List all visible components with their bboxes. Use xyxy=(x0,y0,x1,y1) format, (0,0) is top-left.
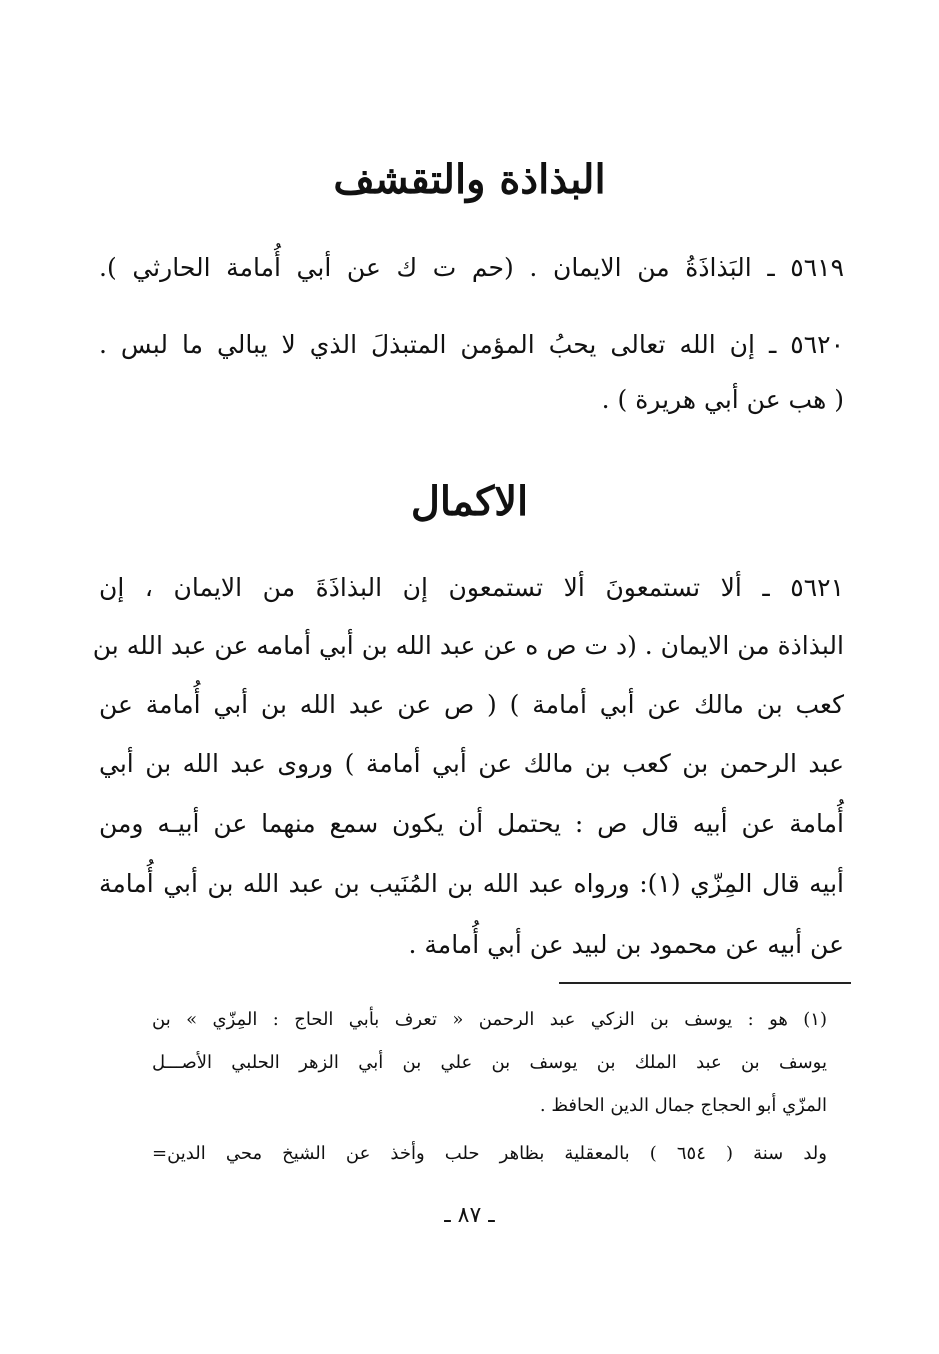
page-number: ـ ٨٧ ـ xyxy=(444,1203,495,1228)
hadith-line-5621-7: عن أبيه عن محمود بن لبيد عن أبي أُمامة . xyxy=(408,930,844,959)
hadith-line-5621-5: أُمامة عن أبيه قال ص : يحتمل أن يكون سمع منهما عن أبيـه ومن xyxy=(99,809,844,838)
hadith-line-5620-source: ( هب عن أبي هريرة ) . xyxy=(601,385,844,414)
hadith-line-5621-6: أبيه قال المِزّي (١): ورواه عبد الله بن المُنَيب بن عبد الله بن أبي أُمامة xyxy=(99,869,844,898)
section-heading-austerity: البذاذة والتقشف xyxy=(333,156,606,203)
footnote-line-4: ولد سنة ( ٦٥٤ ) بالمعقلية بظاهر حلب وأخذ عن الشيخ محي الدين= xyxy=(152,1143,827,1164)
footnote-line-3: المزّي أبو الحجاج جمال الدين الحافظ . xyxy=(539,1095,827,1116)
footnote-line-2: يوسف بن عبد الملك بن يوسف بن علي بن أبي الزهر الحلبي الأصـــل xyxy=(152,1052,827,1073)
footnote-line-1: (١) هو : يوسف بن الزكي عبد الرحمن « تعرف بأبي الحاج : المِزّي » بن xyxy=(152,1009,827,1030)
hadith-line-5619: ٥٦١٩ ـ البَذاذَةُ من الايمان . (حم ت ك عن أبي أُمامة الحارثي ). xyxy=(99,253,844,282)
hadith-line-5621-2: البذاذة من الايمان . (د ت ص ه عن عبد الله بن أبي أمامه عن عبد الله بن xyxy=(92,631,844,660)
section-heading-supplement: الاكمال xyxy=(410,478,529,525)
hadith-line-5621-4: عبد الرحمن بن كعب بن مالك عن أبي أمامة ) وروى عبد الله بن أبي xyxy=(99,749,844,778)
hadith-line-5620: ٥٦٢٠ ـ إن الله تعالى يحبُ المؤمن المتبذلَ الذي لا يبالي ما لبس . xyxy=(99,330,844,359)
footnote-divider xyxy=(559,982,851,984)
hadith-line-5621-1: ٥٦٢١ ـ ألا تستمعونَ ألا تستمعون إن البذاذَةَ من الايمان ، إن xyxy=(99,573,844,602)
hadith-line-5621-3: كعب بن مالك عن أبي أمامة ) ( ص عن عبد الله بن أبي أُمامة عن xyxy=(99,690,844,719)
